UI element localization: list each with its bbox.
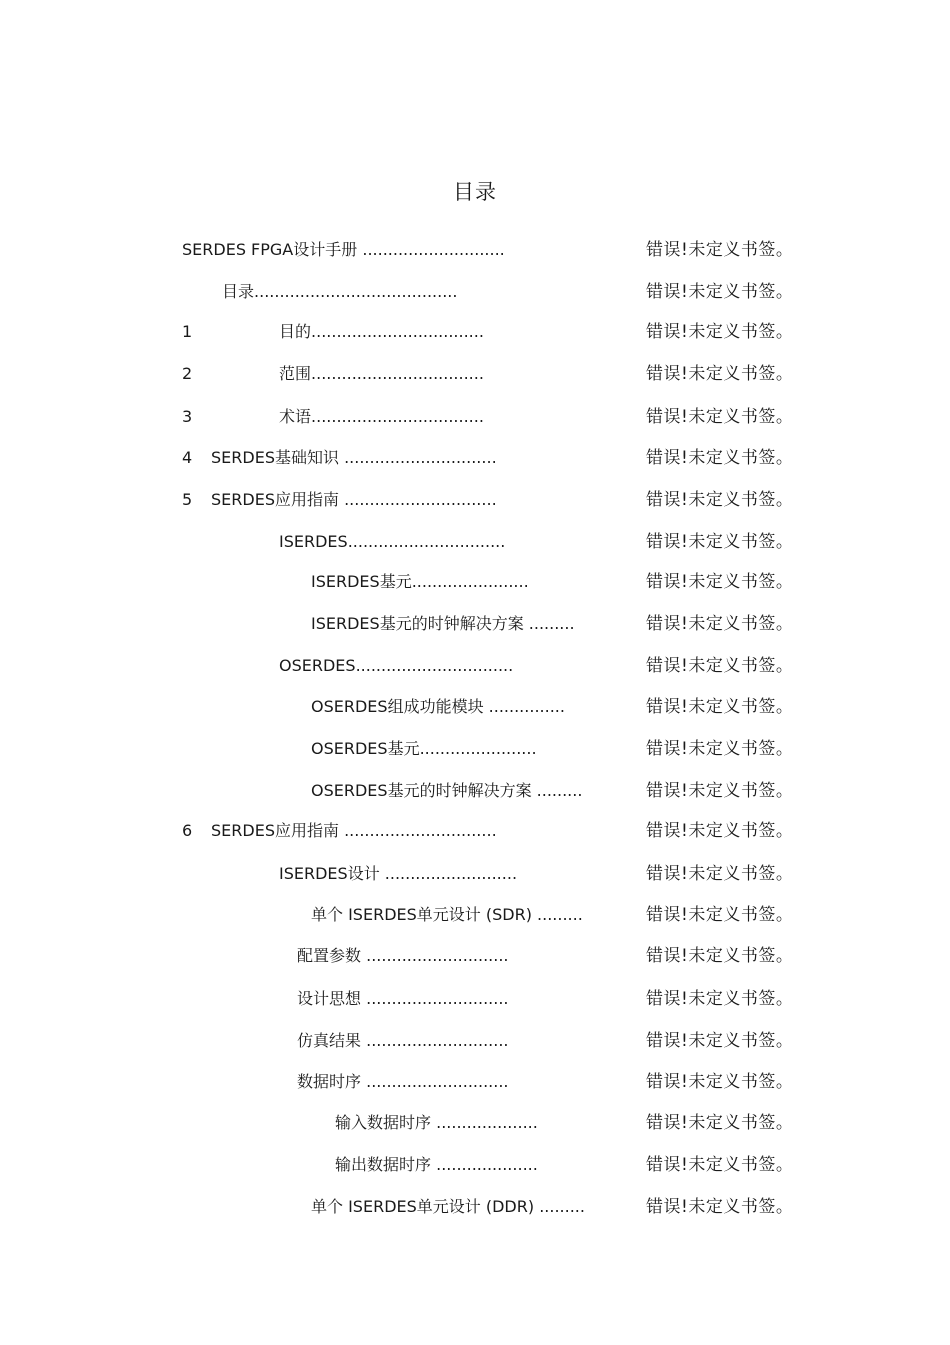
toc-page-ref: 错误!未定义书签。 bbox=[646, 821, 794, 841]
toc-leader-dots: ....................... bbox=[419, 739, 537, 758]
toc-page-ref: 错误!未定义书签。 bbox=[646, 864, 794, 884]
toc-entry-text: 单个 ISERDES单元设计 (SDR) bbox=[311, 905, 532, 924]
toc-leader-dots: ............................... bbox=[347, 532, 506, 551]
toc-leader-dots: ............................ bbox=[361, 1031, 509, 1050]
toc-page-ref: 错误!未定义书签。 bbox=[646, 614, 794, 634]
toc-entry[interactable] bbox=[0, 1194, 950, 1220]
toc-leader-dots: ......... bbox=[534, 1197, 585, 1216]
toc-entry[interactable] bbox=[0, 404, 950, 430]
toc-entry[interactable] bbox=[0, 986, 950, 1012]
toc-entry[interactable] bbox=[0, 1069, 950, 1095]
toc-entry-number: 4 bbox=[182, 448, 193, 467]
toc-leader-dots: .................... bbox=[431, 1155, 538, 1174]
toc-page-ref: 错误!未定义书签。 bbox=[646, 656, 794, 676]
toc-entry-text: SERDES应用指南 bbox=[211, 490, 339, 509]
toc-page-ref: 错误!未定义书签。 bbox=[646, 697, 794, 717]
toc-page-ref: 错误!未定义书签。 bbox=[646, 1031, 794, 1051]
toc-page-ref: 错误!未定义书签。 bbox=[646, 407, 794, 427]
toc-entry[interactable] bbox=[0, 861, 950, 887]
toc-entry[interactable] bbox=[0, 1028, 950, 1054]
toc-entry-text: OSERDES基元 bbox=[311, 739, 420, 758]
toc-page-ref: 错误!未定义书签。 bbox=[646, 905, 794, 925]
toc-page-ref: 错误!未定义书签。 bbox=[646, 572, 794, 592]
toc-leader-dots: .................................. bbox=[311, 407, 484, 426]
toc-entry-text: 设计思想 bbox=[297, 989, 362, 1008]
toc-leader-dots: ............................ bbox=[361, 989, 509, 1008]
toc-page-ref: 错误!未定义书签。 bbox=[646, 490, 794, 510]
toc-entry[interactable] bbox=[0, 279, 950, 305]
toc-page-ref: 错误!未定义书签。 bbox=[646, 364, 794, 384]
toc-leader-dots: ............... bbox=[483, 697, 565, 716]
toc-entry[interactable] bbox=[0, 487, 950, 513]
toc-entry-text: 配置参数 bbox=[297, 946, 362, 965]
toc-leader-dots: .............................. bbox=[338, 821, 497, 840]
toc-entry-text: 目录 bbox=[222, 282, 255, 301]
toc-entry[interactable] bbox=[0, 694, 950, 720]
toc-entry-text: ISERDES bbox=[279, 532, 348, 551]
toc-page-ref: 错误!未定义书签。 bbox=[646, 739, 794, 759]
toc-entry-text: OSERDES基元的时钟解决方案 bbox=[311, 781, 532, 800]
toc-leader-dots: ............................ bbox=[361, 1072, 509, 1091]
toc-entry-text: SERDES FPGA设计手册 bbox=[182, 240, 358, 259]
toc-entry-number: 2 bbox=[182, 364, 193, 383]
toc-entry-text: 输出数据时序 bbox=[335, 1155, 432, 1174]
toc-leader-dots: .............................. bbox=[338, 490, 497, 509]
toc-page-ref: 错误!未定义书签。 bbox=[646, 532, 794, 552]
toc-entry-text: 目的 bbox=[279, 322, 312, 341]
toc-leader-dots: .................... bbox=[431, 1113, 538, 1132]
toc-entry[interactable] bbox=[0, 943, 950, 969]
toc-entry-number: 1 bbox=[182, 322, 193, 341]
toc-entry[interactable] bbox=[0, 1110, 950, 1136]
toc-leader-dots: ............................ bbox=[361, 946, 509, 965]
toc-leader-dots: ......... bbox=[531, 781, 583, 800]
toc-leader-dots: .................................. bbox=[311, 322, 484, 341]
toc-entry[interactable] bbox=[0, 237, 950, 263]
toc-page-ref: 错误!未定义书签。 bbox=[646, 448, 794, 468]
toc-entry-text: OSERDES bbox=[279, 656, 356, 675]
toc-entry[interactable] bbox=[0, 361, 950, 387]
toc-leader-dots: ........................................ bbox=[254, 282, 458, 301]
toc-leader-dots: .................................. bbox=[311, 364, 484, 383]
toc-entry-text: OSERDES组成功能模块 bbox=[311, 697, 484, 716]
toc-page-ref: 错误!未定义书签。 bbox=[646, 1072, 794, 1092]
toc-entry-text: 仿真结果 bbox=[297, 1031, 362, 1050]
toc-entry[interactable] bbox=[0, 778, 950, 804]
toc-entry-text: ISERDES基元 bbox=[311, 572, 412, 591]
toc-leader-dots: ......... bbox=[531, 905, 583, 924]
toc-entry-text: 数据时序 bbox=[297, 1072, 362, 1091]
toc-heading: 目录 bbox=[453, 180, 497, 204]
toc-entry-number: 5 bbox=[182, 490, 193, 509]
toc-entry-text: 输入数据时序 bbox=[335, 1113, 432, 1132]
toc-entry-text: ISERDES基元的时钟解决方案 bbox=[311, 614, 524, 633]
toc-entry[interactable] bbox=[0, 1152, 950, 1178]
toc-page-ref: 错误!未定义书签。 bbox=[646, 1155, 794, 1175]
toc-entry[interactable] bbox=[0, 653, 950, 679]
toc-page-ref: 错误!未定义书签。 bbox=[646, 1197, 794, 1217]
toc-entry-text: SERDES基础知识 bbox=[211, 448, 339, 467]
toc-page-ref: 错误!未定义书签。 bbox=[646, 781, 794, 801]
toc-entry[interactable] bbox=[0, 529, 950, 555]
toc-leader-dots: ....................... bbox=[411, 572, 529, 591]
toc-entry[interactable] bbox=[0, 611, 950, 637]
toc-leader-dots: .......................... bbox=[379, 864, 518, 883]
toc-entry-text: 术语 bbox=[279, 407, 312, 426]
toc-entry[interactable] bbox=[0, 319, 950, 345]
toc-page-ref: 错误!未定义书签。 bbox=[646, 322, 794, 342]
toc-entry[interactable] bbox=[0, 736, 950, 762]
toc-entry[interactable] bbox=[0, 902, 950, 928]
toc-page-ref: 错误!未定义书签。 bbox=[646, 240, 794, 260]
toc-leader-dots: ............................... bbox=[355, 656, 514, 675]
toc-entry-number: 3 bbox=[182, 407, 193, 426]
toc-leader-dots: .............................. bbox=[338, 448, 497, 467]
toc-entry[interactable] bbox=[0, 445, 950, 471]
toc-entry-number: 6 bbox=[182, 821, 193, 840]
toc-page-ref: 错误!未定义书签。 bbox=[646, 282, 794, 302]
toc-entry[interactable] bbox=[0, 569, 950, 595]
toc-page-ref: 错误!未定义书签。 bbox=[646, 989, 794, 1009]
toc-entry[interactable] bbox=[0, 818, 950, 844]
toc-page-ref: 错误!未定义书签。 bbox=[646, 1113, 794, 1133]
toc-leader-dots: ............................ bbox=[357, 240, 505, 259]
toc-entry-text: ISERDES设计 bbox=[279, 864, 380, 883]
toc-entry-text: SERDES应用指南 bbox=[211, 821, 339, 840]
toc-leader-dots: ......... bbox=[523, 614, 575, 633]
toc-entry-text: 范围 bbox=[279, 364, 312, 383]
toc-page-ref: 错误!未定义书签。 bbox=[646, 946, 794, 966]
toc-entry-text: 单个 ISERDES单元设计 (DDR) bbox=[311, 1197, 535, 1216]
